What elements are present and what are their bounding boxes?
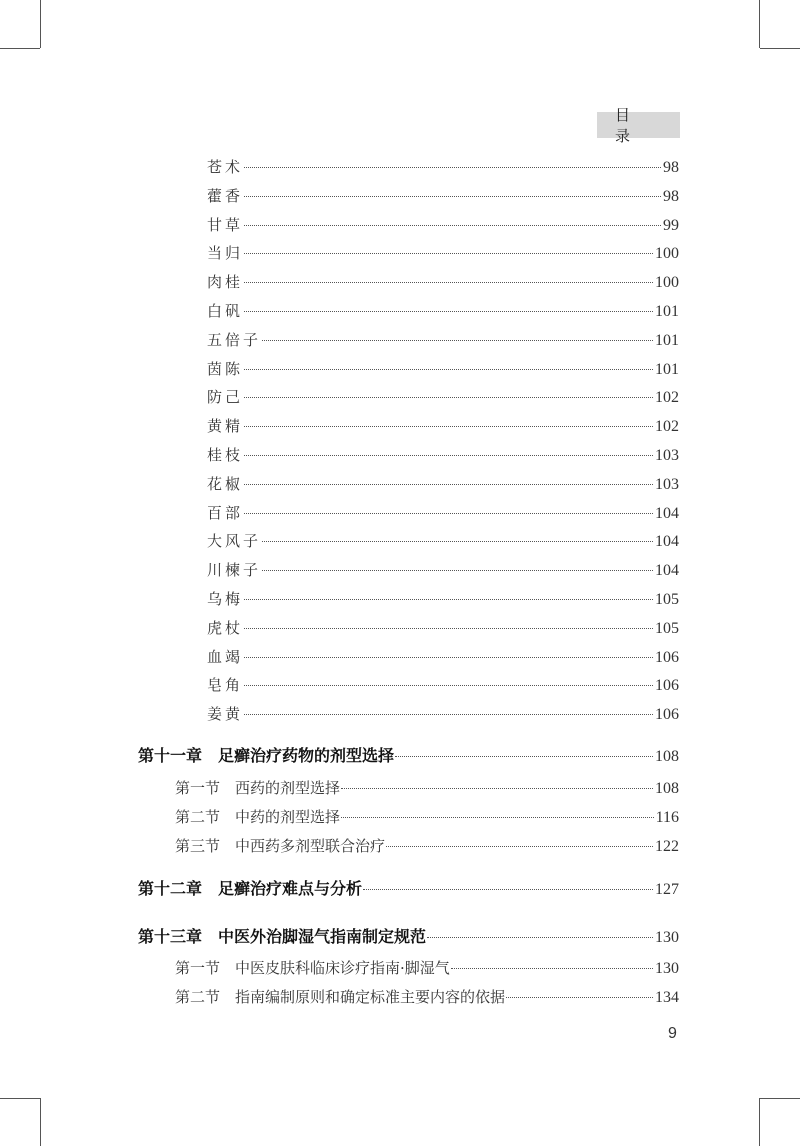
leader-dots (244, 196, 661, 197)
leader-dots (262, 570, 653, 571)
leader-dots (244, 599, 653, 600)
crop-mark (760, 48, 800, 49)
leader-dots (244, 167, 661, 168)
toc-entry-drug[interactable] (207, 156, 679, 178)
entry-page: 130 (655, 929, 679, 946)
entry-title: 第一节 中医皮肤科临床诊疗指南·脚湿气 (175, 959, 450, 977)
toc-entry-section[interactable] (175, 957, 679, 979)
toc-entry-section[interactable] (175, 777, 679, 799)
entry-title: 百部 (207, 503, 244, 522)
entry-title: 第十二章 足癣治疗难点与分析 (138, 879, 363, 898)
entry-page: 122 (655, 838, 679, 855)
toc-entry-section[interactable] (175, 986, 679, 1008)
crop-mark (759, 1098, 760, 1146)
page-number: 9 (668, 1025, 677, 1042)
entry-title: 第三节 中西药多剂型联合治疗 (175, 837, 386, 855)
entry-page: 106 (655, 648, 679, 666)
entry-title: 肉桂 (207, 273, 244, 292)
entry-page: 106 (655, 677, 679, 695)
entry-page: 103 (655, 447, 679, 464)
toc-entry-drug[interactable] (207, 386, 679, 408)
leader-dots (427, 937, 653, 938)
entry-page: 102 (655, 389, 679, 407)
entry-page: 101 (655, 331, 679, 349)
leader-dots (244, 397, 653, 398)
entry-page: 108 (655, 780, 679, 797)
leader-dots (244, 484, 653, 485)
toc-entry-drug[interactable] (207, 473, 679, 495)
crop-mark (759, 0, 760, 48)
toc-entry-section[interactable] (175, 835, 679, 857)
entry-page: 106 (655, 706, 679, 724)
toc-entry-drug[interactable] (207, 588, 679, 610)
leader-dots (244, 253, 653, 254)
toc-entry-drug[interactable] (207, 646, 679, 668)
entry-title: 当归 (207, 244, 244, 263)
leader-dots (244, 513, 653, 514)
toc-entry-drug[interactable] (207, 415, 679, 437)
toc-entry-drug[interactable] (207, 329, 679, 351)
entry-title: 黄精 (207, 417, 244, 436)
entry-page: 104 (655, 562, 679, 580)
leader-dots (244, 311, 653, 312)
entry-page: 105 (655, 619, 679, 637)
entry-title: 藿香 (207, 186, 244, 205)
toc-entry-drug[interactable] (207, 444, 679, 466)
leader-dots (395, 756, 653, 757)
entry-page: 100 (655, 274, 679, 292)
entry-title: 甘草 (207, 215, 244, 234)
entry-title: 防己 (207, 388, 244, 407)
toc-entry-drug[interactable] (207, 214, 679, 236)
crop-mark (0, 48, 40, 49)
leader-dots (341, 817, 654, 818)
entry-title: 乌梅 (207, 590, 244, 608)
entry-page: 130 (655, 960, 679, 977)
leader-dots (451, 968, 653, 969)
crop-mark (760, 1098, 800, 1099)
entry-title: 皂角 (207, 676, 244, 695)
toc-entry-drug[interactable] (207, 271, 679, 293)
running-header: 目 录 (597, 112, 680, 138)
toc-entry-drug[interactable] (207, 530, 679, 552)
leader-dots (244, 657, 653, 658)
toc-entry-chapter[interactable] (138, 878, 679, 900)
entry-page: 98 (663, 159, 679, 176)
crop-mark (40, 1098, 41, 1146)
entry-page: 104 (655, 533, 679, 551)
toc-entry-drug[interactable] (207, 358, 679, 380)
entry-title: 茵陈 (207, 359, 244, 378)
entry-title: 虎杖 (207, 618, 244, 637)
toc-entry-drug[interactable] (207, 185, 679, 207)
entry-page: 134 (655, 989, 679, 1006)
entry-page: 116 (655, 809, 679, 826)
entry-title: 五倍子 (207, 330, 262, 349)
entry-title: 花椒 (207, 474, 244, 493)
entry-page: 101 (655, 360, 679, 378)
toc-entry-drug[interactable] (207, 674, 679, 696)
leader-dots (244, 455, 653, 456)
entry-title: 姜黄 (207, 705, 244, 724)
entry-page: 101 (655, 303, 679, 320)
leader-dots (386, 846, 653, 847)
entry-title: 苍术 (207, 158, 244, 176)
toc-entry-section[interactable] (175, 806, 679, 828)
entry-page: 103 (655, 475, 679, 493)
entry-page: 108 (655, 748, 679, 765)
entry-title: 第十三章 中医外治脚湿气指南制定规范 (138, 927, 427, 946)
entry-title: 大风子 (207, 532, 262, 551)
leader-dots (244, 282, 653, 283)
entry-page: 98 (663, 187, 679, 205)
entry-title: 第十一章 足癣治疗药物的剂型选择 (138, 746, 395, 765)
entry-page: 105 (655, 591, 679, 608)
entry-title: 第一节 西药的剂型选择 (175, 779, 341, 797)
entry-page: 102 (655, 418, 679, 436)
leader-dots (244, 426, 653, 427)
toc-entry-chapter[interactable] (138, 745, 679, 767)
leader-dots (244, 714, 653, 715)
leader-dots (262, 340, 653, 341)
entry-title: 白矾 (207, 302, 244, 320)
entry-page: 99 (663, 216, 679, 234)
entry-title: 第二节 中药的剂型选择 (175, 808, 341, 826)
entry-title: 第二节 指南编制原则和确定标准主要内容的依据 (175, 988, 506, 1006)
toc-entry-drug[interactable] (207, 559, 679, 581)
entry-title: 桂枝 (207, 446, 244, 464)
leader-dots (363, 889, 653, 890)
entry-title: 血竭 (207, 647, 244, 666)
entry-title: 川楝子 (207, 561, 262, 580)
toc-entry-drug[interactable] (207, 300, 679, 322)
toc-entry-drug[interactable] (207, 502, 679, 524)
leader-dots (506, 997, 653, 998)
leader-dots (244, 369, 653, 370)
leader-dots (244, 685, 653, 686)
entry-page: 104 (655, 504, 679, 522)
entry-page: 100 (655, 245, 679, 263)
crop-mark (40, 0, 41, 48)
crop-mark (0, 1098, 40, 1099)
leader-dots (244, 225, 661, 226)
toc-entry-drug[interactable] (207, 703, 679, 725)
entry-page: 127 (655, 881, 679, 898)
toc-entry-drug[interactable] (207, 617, 679, 639)
toc-entry-chapter[interactable] (138, 926, 679, 948)
leader-dots (341, 788, 653, 789)
leader-dots (244, 628, 653, 629)
toc-entry-drug[interactable] (207, 242, 679, 264)
leader-dots (262, 541, 653, 542)
